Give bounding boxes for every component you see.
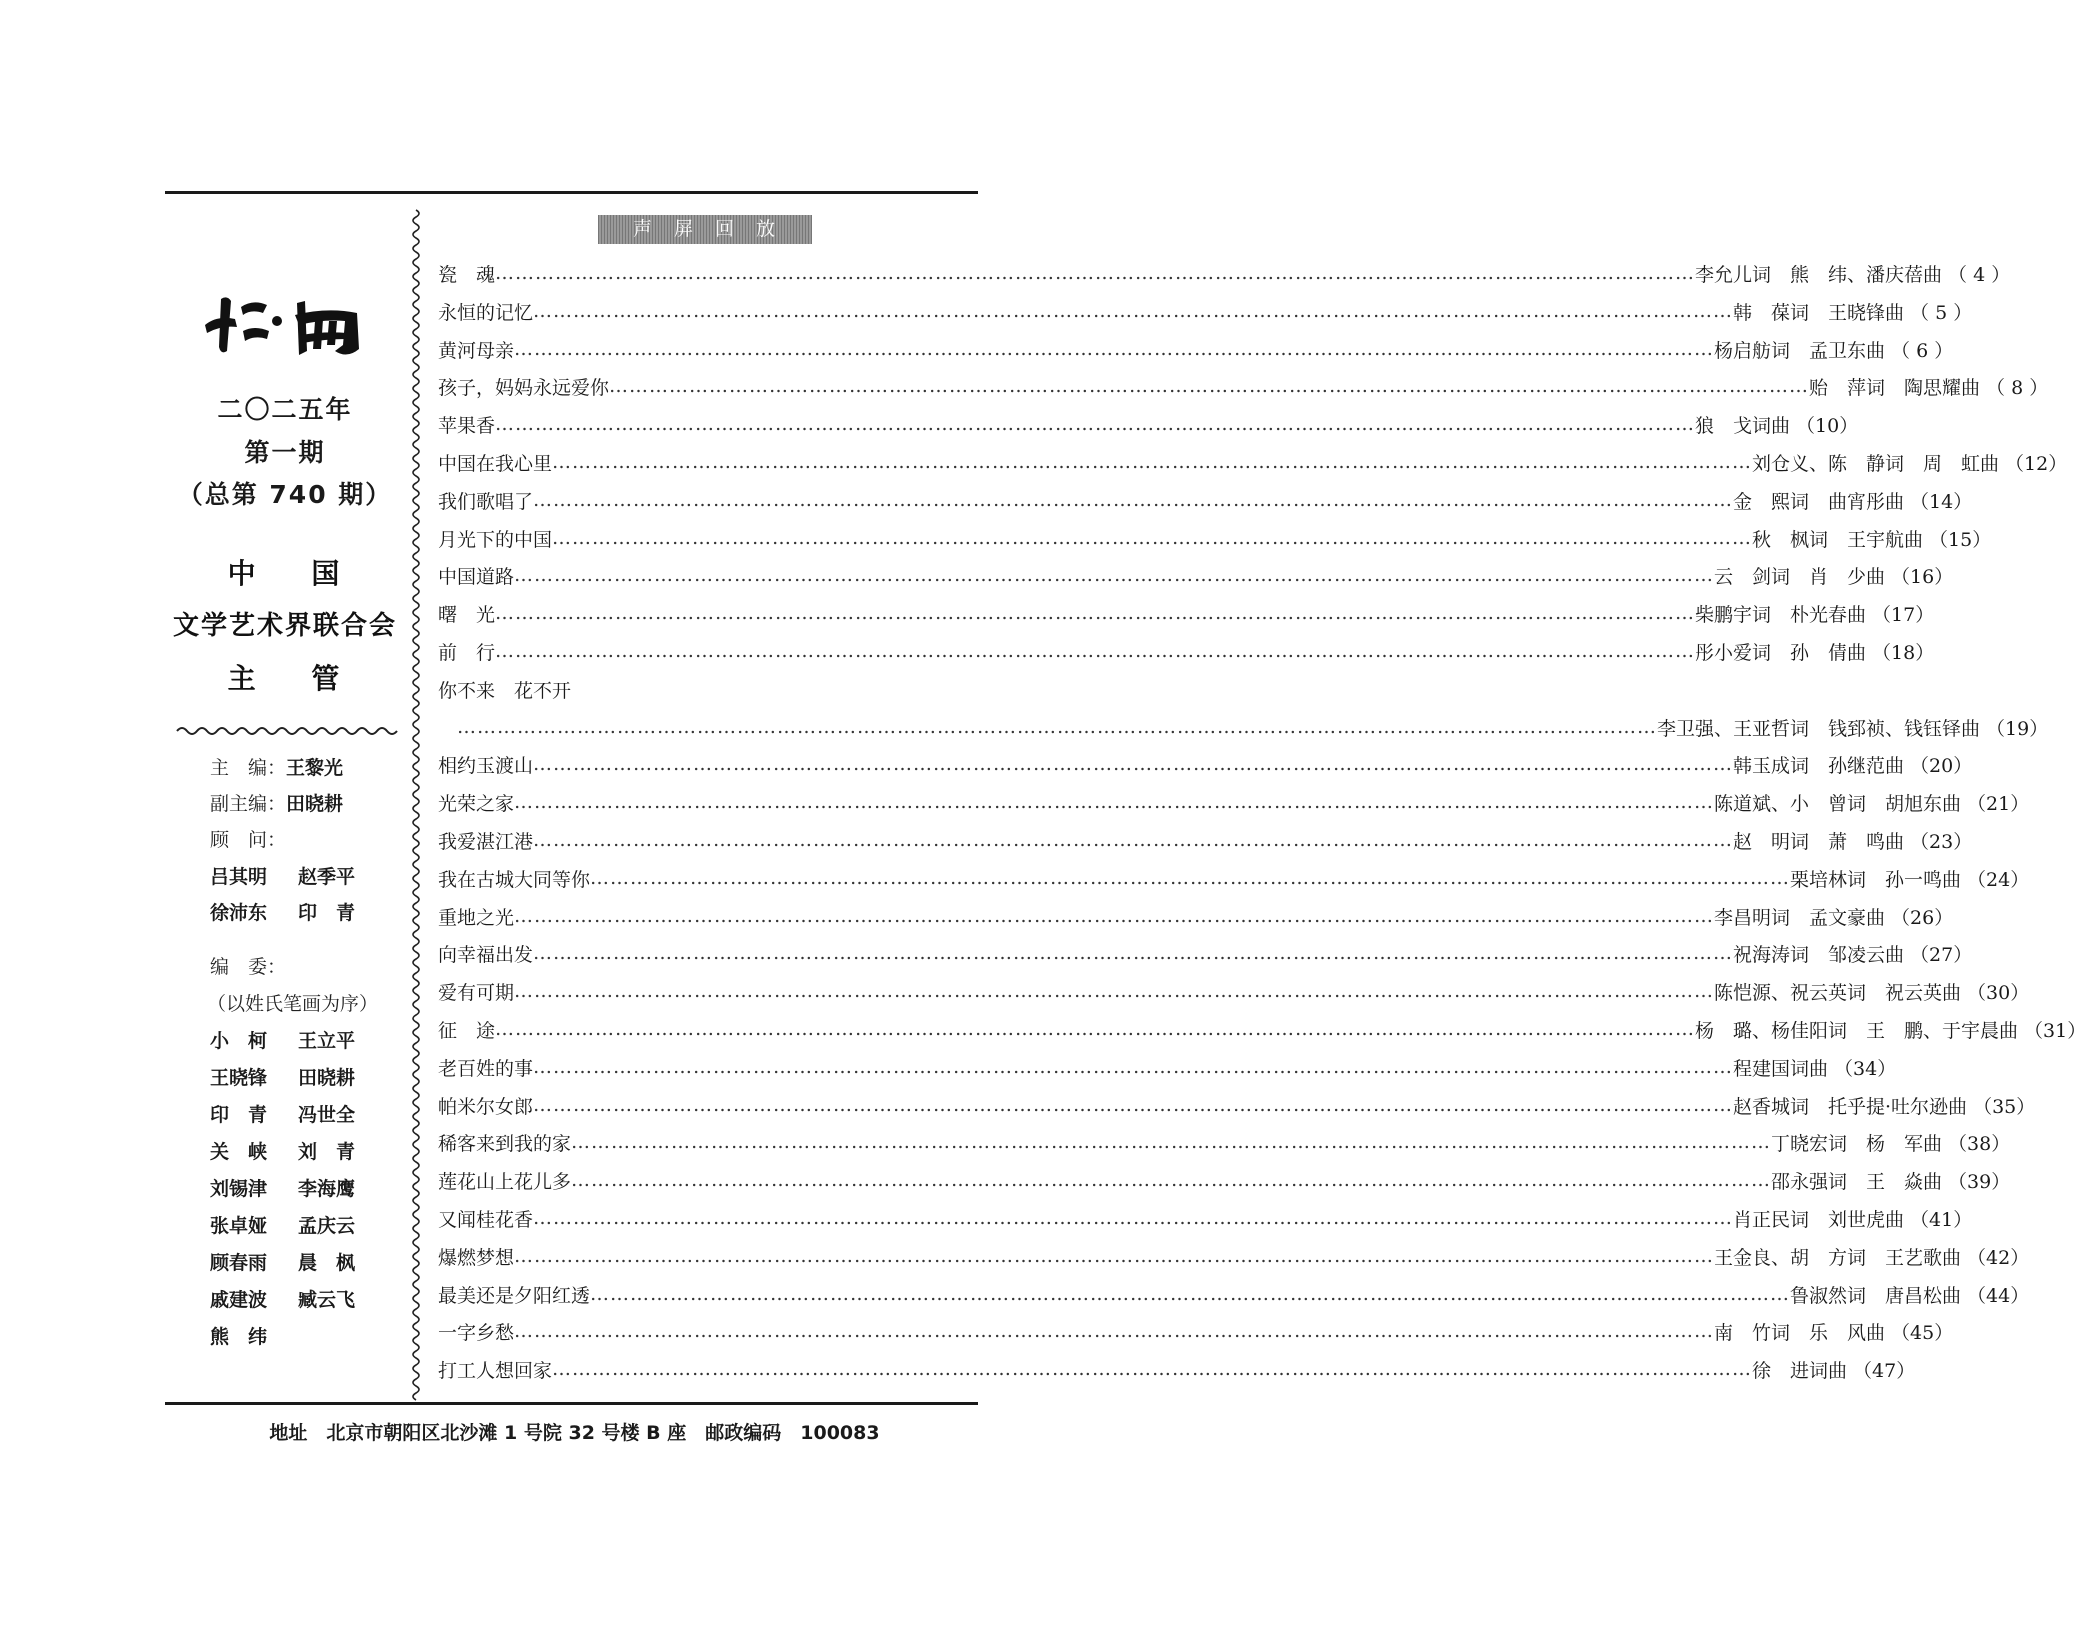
toc-entry bbox=[438, 1052, 1897, 1082]
toc-entry bbox=[438, 560, 1954, 590]
leader-dots: ……………………………………………………………………………………………………………………………………………………………… bbox=[590, 867, 1791, 889]
song-title: 前 行 bbox=[438, 641, 496, 664]
toc-entry bbox=[438, 1354, 1916, 1384]
song-title: 爱有可期 bbox=[438, 981, 515, 1004]
leader-dots: ……………………………………………………………………………………………………………………………………………………………… bbox=[495, 1018, 1696, 1040]
page-number: （15） bbox=[1929, 528, 1992, 551]
board-row: 张卓娅 孟庆云 bbox=[210, 1215, 356, 1237]
total-issue-number: （总第 740 期） bbox=[177, 480, 393, 509]
page-number: （27） bbox=[1910, 943, 1973, 966]
toc-entry bbox=[438, 598, 1935, 628]
song-title: 我们歌唱了 bbox=[438, 490, 534, 513]
page-number: （17） bbox=[1872, 603, 1935, 626]
advisors-label: 顾 问： bbox=[210, 829, 287, 851]
page-number: （ 6 ） bbox=[1891, 339, 1954, 362]
board-note: （以姓氏笔画为序） bbox=[207, 993, 379, 1015]
song-title: 又闻桂花香 bbox=[438, 1208, 534, 1231]
song-credits: 徐 进词曲 bbox=[1752, 1359, 1848, 1382]
board-row: 关 峡 刘 青 bbox=[210, 1141, 356, 1163]
leader-dots: ……………………………………………………………………………………………………………………………………………………………… bbox=[533, 1094, 1734, 1116]
leader-dots: ……………………………………………………………………………………………………………………………………………………………… bbox=[514, 338, 1715, 360]
board-label: 编 委： bbox=[210, 956, 287, 978]
leader-dots: ……………………………………………………………………………………………………………………………………………………………… bbox=[495, 602, 1696, 624]
song-title: 莲花山上花儿多 bbox=[438, 1170, 572, 1193]
toc-entry bbox=[438, 787, 2030, 817]
page-number: （42） bbox=[1967, 1246, 2030, 1269]
leader-dots: ……………………………………………………………………………………………………………………………………………………………… bbox=[514, 791, 1715, 813]
song-credits: 祝海涛词 邹凌云曲 bbox=[1733, 943, 1905, 966]
leader-dots: ……………………………………………………………………………………………………………………………………………………………… bbox=[514, 905, 1715, 927]
song-credits: 云 剑词 肖 少曲 bbox=[1714, 565, 1886, 588]
song-credits: 王金良、胡 方词 王艺歌曲 bbox=[1714, 1246, 1962, 1269]
page-number: （44） bbox=[1967, 1284, 2030, 1307]
page-number: （18） bbox=[1872, 641, 1935, 664]
leader-dots: ……………………………………………………………………………………………………………………………………………………………… bbox=[495, 640, 1696, 662]
bottom-rule bbox=[165, 1402, 978, 1405]
toc-entry bbox=[438, 409, 1859, 439]
song-credits: 陈恺源、祝云英词 祝云英曲 bbox=[1714, 981, 1962, 1004]
toc-entry bbox=[438, 674, 978, 704]
leader-dots: ……………………………………………………………………………………………………………………………………………………………… bbox=[533, 300, 1734, 322]
toc-entry bbox=[438, 1203, 1973, 1233]
board-row: 熊 纬 bbox=[210, 1326, 268, 1348]
board-row: 顾春雨 晨 枫 bbox=[210, 1252, 356, 1274]
page-number: （16） bbox=[1891, 565, 1954, 588]
song-credits: 鲁淑然词 唐昌松曲 bbox=[1790, 1284, 1962, 1307]
song-credits: 丁晓宏词 杨 军曲 bbox=[1771, 1132, 1943, 1155]
toc-entry bbox=[438, 825, 1973, 855]
leader-dots: ……………………………………………………………………………………………………………………………………………………………… bbox=[533, 829, 1734, 851]
toc-entry bbox=[438, 1279, 2030, 1309]
song-title: 向幸福出发 bbox=[438, 943, 534, 966]
deputy-editor: 副主编：田晓耕 bbox=[210, 793, 344, 815]
song-credits: 赵 明词 萧 鸣曲 bbox=[1733, 830, 1905, 853]
editor-in-chief: 主 编：王黎光 bbox=[210, 757, 344, 779]
toc-entry bbox=[438, 258, 2011, 288]
toc-entry bbox=[438, 636, 1935, 666]
song-credits: 金 熙词 曲宵彤曲 bbox=[1733, 490, 1905, 513]
page-number: （41） bbox=[1910, 1208, 1973, 1231]
toc-entry bbox=[438, 976, 2030, 1006]
song-title: 最美还是夕阳红透 bbox=[438, 1284, 591, 1307]
page-number: （ 4 ） bbox=[1948, 263, 2011, 286]
column-separator bbox=[409, 210, 423, 1390]
song-credits: 韩 葆词 王晓锋曲 bbox=[1733, 301, 1905, 324]
leader-dots: ……………………………………………………………………………………………………………………………………………………………… bbox=[590, 1283, 1791, 1305]
song-credits: 杨 璐、杨佳阳词 王 鹏、于宇晨曲 bbox=[1695, 1019, 2019, 1042]
song-credits: 杨启舫词 孟卫东曲 bbox=[1714, 339, 1886, 362]
page-number: （30） bbox=[1967, 981, 2030, 1004]
page-number: （21） bbox=[1967, 792, 2030, 815]
song-title: 我在古城大同等你 bbox=[438, 868, 591, 891]
board-row: 刘锡津 李海鹰 bbox=[210, 1178, 356, 1200]
leader-dots: ……………………………………………………………………………………………………………………………………………………………… bbox=[514, 564, 1715, 586]
song-title: 孩子，妈妈永远爱你 bbox=[438, 376, 610, 399]
issue-year: 二〇二五年 bbox=[217, 395, 353, 424]
page-number: （47） bbox=[1853, 1359, 1916, 1382]
toc-entry bbox=[438, 523, 1992, 553]
song-credits: 邵永强词 王 焱曲 bbox=[1771, 1170, 1943, 1193]
song-title bbox=[438, 714, 457, 741]
leader-dots: ……………………………………………………………………………………………………………………………………………………………… bbox=[552, 1358, 1753, 1380]
leader-dots: ……………………………………………………………………………………………………………………………………………………………… bbox=[571, 1131, 1772, 1153]
leader-dots: ……………………………………………………………………………………………………………………………………………………………… bbox=[514, 1320, 1715, 1342]
song-title: 帕米尔女郎 bbox=[438, 1095, 534, 1118]
song-title: 一字乡愁 bbox=[438, 1321, 515, 1344]
song-title: 征 途 bbox=[438, 1019, 496, 1042]
toc-entry bbox=[438, 749, 1973, 779]
song-credits: 柴鹏宇词 朴光春曲 bbox=[1695, 603, 1867, 626]
leader-dots: ……………………………………………………………………………………………………………………………………………………………… bbox=[495, 413, 1696, 435]
page-number: （12） bbox=[2005, 452, 2068, 475]
leader-dots: ……………………………………………………………………………………………………………………………………………………………… bbox=[552, 451, 1753, 473]
song-credits: 狼 戈词曲 bbox=[1695, 414, 1791, 437]
song-title: 月光下的中国 bbox=[438, 528, 553, 551]
toc-entry bbox=[438, 485, 1973, 515]
song-title: 瓷 魂 bbox=[438, 263, 496, 286]
song-title: 老百姓的事 bbox=[438, 1057, 534, 1080]
page-number: （31） bbox=[2024, 1019, 2086, 1042]
song-title: 黄河母亲 bbox=[438, 339, 515, 362]
page-number: （ 8 ） bbox=[1986, 376, 2049, 399]
page-number: （34） bbox=[1834, 1057, 1897, 1080]
page-number: （38） bbox=[1948, 1132, 2011, 1155]
song-credits: 陈道斌、小 曾词 胡旭东曲 bbox=[1714, 792, 1962, 815]
board-row: 王晓锋 田晓耕 bbox=[210, 1067, 356, 1089]
leader-dots: ……………………………………………………………………………………………………………………………………………………………… bbox=[533, 489, 1734, 511]
section-header-playback: 声 屏 回 放 bbox=[598, 215, 812, 244]
toc-entry bbox=[438, 901, 1954, 931]
toc-entry bbox=[438, 447, 2068, 477]
page-number: （39） bbox=[1948, 1170, 2011, 1193]
song-credits: 秋 枫词 王宇航曲 bbox=[1752, 528, 1924, 551]
song-credits: 程建国词曲 bbox=[1733, 1057, 1829, 1080]
board-row: 小 柯 王立平 bbox=[210, 1030, 356, 1052]
toc-entry bbox=[438, 334, 1954, 364]
toc-entry bbox=[438, 1127, 2011, 1157]
song-title: 曙 光 bbox=[438, 603, 496, 626]
song-title: 相约玉渡山 bbox=[438, 754, 534, 777]
toc-entry bbox=[438, 1165, 2011, 1195]
song-credits: 栗培林词 孙一鸣曲 bbox=[1790, 868, 1962, 891]
page-number: （14） bbox=[1910, 490, 1973, 513]
issue-number: 第一期 bbox=[244, 438, 326, 467]
leader-dots: ……………………………………………………………………………………………………………………………………………………………… bbox=[552, 527, 1753, 549]
song-title: 爆燃梦想 bbox=[438, 1246, 515, 1269]
toc-entry bbox=[438, 371, 2049, 401]
toc-entry bbox=[438, 1316, 1954, 1346]
leader-dots: ……………………………………………………………………………………………………………………………………………………………… bbox=[457, 716, 1658, 738]
toc-entry bbox=[438, 1241, 2030, 1271]
song-credits: 肖正民词 刘世虎曲 bbox=[1733, 1208, 1905, 1231]
song-credits: 刘仓义、陈 静词 周 虹曲 bbox=[1752, 452, 2000, 475]
page-number: （24） bbox=[1967, 868, 2030, 891]
toc-entry bbox=[438, 1090, 2036, 1120]
magazine-logo bbox=[197, 285, 377, 365]
song-credits: 韩玉成词 孙继范曲 bbox=[1733, 754, 1905, 777]
song-title: 永恒的记忆 bbox=[438, 301, 534, 324]
page-number: （45） bbox=[1891, 1321, 1954, 1344]
song-title: 苹果香 bbox=[438, 414, 496, 437]
song-title: 打工人想回家 bbox=[438, 1359, 553, 1382]
leader-dots: ……………………………………………………………………………………………………………………………………………………………… bbox=[571, 1169, 1772, 1191]
board-row: 戚建波 臧云飞 bbox=[210, 1289, 356, 1311]
song-credits: 南 竹词 乐 风曲 bbox=[1714, 1321, 1886, 1344]
song-credits: 彤小爱词 孙 倩曲 bbox=[1695, 641, 1867, 664]
song-title: 重地之光 bbox=[438, 906, 515, 929]
song-title: 中国道路 bbox=[438, 565, 515, 588]
sponsor-line-1: 中 国 bbox=[227, 557, 343, 590]
song-title: 中国在我心里 bbox=[438, 452, 553, 475]
page-number: （10） bbox=[1796, 414, 1859, 437]
toc-entry bbox=[438, 863, 2030, 893]
page-number: （20） bbox=[1910, 754, 1973, 777]
sponsor-line-3: 主 管 bbox=[227, 662, 343, 695]
song-credits: 赵香城词 托乎提·吐尔逊曲 bbox=[1733, 1095, 1968, 1118]
toc-entry bbox=[438, 712, 2049, 742]
page-number: （23） bbox=[1910, 830, 1973, 853]
page-number: （35） bbox=[1973, 1095, 2036, 1118]
leader-dots: ……………………………………………………………………………………………………………………………………………………………… bbox=[609, 375, 1810, 397]
song-credits: 李卫强、王亚哲词 钱郅祯、钱钰铎曲 bbox=[1657, 717, 1981, 740]
song-title: 光荣之家 bbox=[438, 792, 515, 815]
song-credits: 李允儿词 熊 纬、潘庆蓓曲 bbox=[1695, 263, 1943, 286]
page-number: （26） bbox=[1891, 906, 1954, 929]
sponsor-line-2: 文学艺术界联合会 bbox=[172, 611, 397, 641]
leader-dots: ……………………………………………………………………………………………………………………………………………………………… bbox=[533, 1056, 1734, 1078]
page-number: （19） bbox=[1986, 717, 2049, 740]
leader-dots: ……………………………………………………………………………………………………………………………………………………………… bbox=[495, 262, 1696, 284]
top-rule bbox=[165, 191, 978, 194]
leader-dots: ……………………………………………………………………………………………………………………………………………………………… bbox=[533, 1207, 1734, 1229]
song-title: 我爱湛江港 bbox=[438, 830, 534, 853]
toc-entry bbox=[438, 296, 1973, 326]
page-number: （ 5 ） bbox=[1910, 301, 1973, 324]
leader-dots: ……………………………………………………………………………………………………………………………………………………………… bbox=[514, 980, 1715, 1002]
advisors-row: 吕其明 赵季平 bbox=[210, 866, 356, 888]
wave-divider bbox=[177, 725, 397, 737]
toc-entry bbox=[438, 1014, 2086, 1044]
song-credits: 贻 萍词 陶思耀曲 bbox=[1809, 376, 1981, 399]
toc-entry bbox=[438, 938, 1973, 968]
song-title: 你不来 花不开 bbox=[438, 679, 572, 702]
board-row: 印 青 冯世全 bbox=[210, 1104, 356, 1126]
leader-dots: ……………………………………………………………………………………………………………………………………………………………… bbox=[514, 1245, 1715, 1267]
leader-dots: ……………………………………………………………………………………………………………………………………………………………… bbox=[533, 753, 1734, 775]
postal-address: 地址 北京市朝阳区北沙滩 1 号院 32 号楼 B 座 邮政编码 100083 bbox=[269, 1422, 880, 1444]
advisors-row: 徐沛东 印 青 bbox=[210, 902, 356, 924]
leader-dots: ……………………………………………………………………………………………………………………………………………………………… bbox=[533, 942, 1734, 964]
song-credits: 李昌明词 孟文豪曲 bbox=[1714, 906, 1886, 929]
song-title: 稀客来到我的家 bbox=[438, 1132, 572, 1155]
